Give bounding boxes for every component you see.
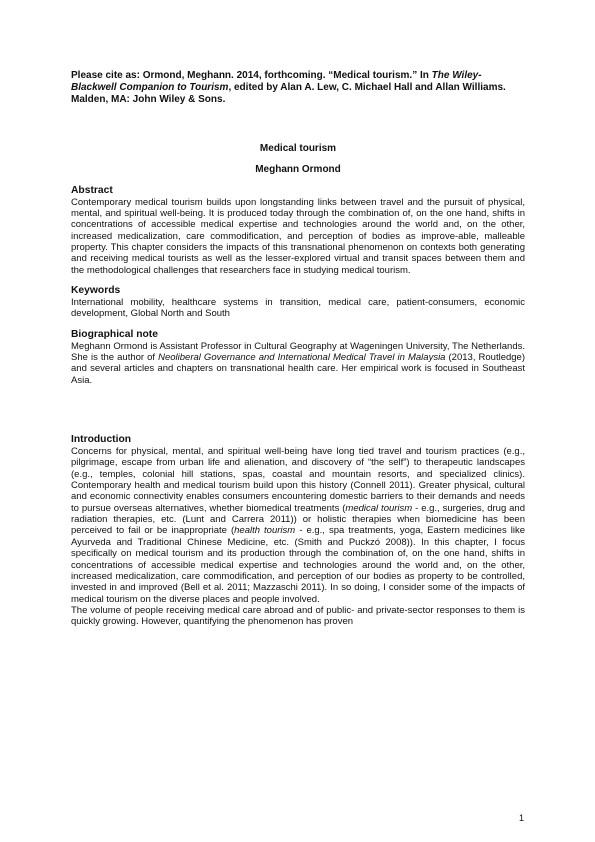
citation-book-title: The Wiley-Blackwell Companion to Tourism <box>71 70 482 94</box>
introduction-paragraph-2: The volume of people receiving medical care abroad and of public- and private-sector responses to them is quickly growing. However, quantifying the phenomenon has proven <box>71 604 525 628</box>
bio-text <box>71 341 525 386</box>
bio-part1: Meghann Ormond is Assistant Professor in Cultural Geography at Wageningen University, The Netherlands. She is the author of <box>71 340 525 364</box>
introduction-heading: Introduction <box>71 434 132 446</box>
bio-heading: Biographical note <box>71 328 158 340</box>
intro-term-health-tourism: health tourism <box>234 525 296 537</box>
abstract-text: Contemporary medical tourism builds upon longstanding links between travel and the pursuit of physical, mental, and spiritual well-being. It is produced today through the combination of, on the one hand, shifts in concentrations of accessible medical expertise and technologies around the world and, on the other, increased medicalization, care commodification, and perception of bodies as improve-able, malleable property. This chapter considers the impacts of this transnational phenomenon on contexts both generating and receiving medical tourists as well as the lesser-explored virtual and transit spaces between them and the methodological challenges that researchers face in studying medical tourism. <box>71 196 525 276</box>
citation-prefix: Please cite as: Ormond, Meghann. 2014, forthcoming. “Medical tourism.” In <box>71 70 432 81</box>
paper-author: Meghann Ormond <box>255 163 341 175</box>
intro-text-c: - e.g., spa treatments, yoga, Eastern medicines like Ayurveda and Traditional Chinese Medicine, etc. (Smith and Puckzó 2008)). In this chapter, I focus specifically on medical tourism and its production through the combination of, on the one hand, shifts in concentrations of accessible medical expertise and technologies around the world and, on the other, increased medicalization, care commodification, and perception of our bodies as property to be controlled, invested in and improved (Bell et al. 2011; Mazzaschi 2011). In so doing, I consider some of the impacts of medical tourism on the diverse places and people involved. <box>71 525 525 605</box>
introduction-paragraph-1 <box>71 446 525 605</box>
intro-term-medical-tourism: medical tourism <box>345 502 413 514</box>
citation-note <box>71 70 525 107</box>
intro-text-a: Concerns for physical, mental, and spiritual well-being have long tied travel and tourism practices (e.g., pilgrimage, escape from urban life and alienation, and discovery of “the self”) to therapeutic landscapes (e.g., temples, colonial hill stations, spas, coastal and mountain resorts, and specialized clinics). Contemporary health and medical tourism build upon this history (Connell 2011). Greater physical, cultural and economic connectivity enables consumers encountering domestic barriers to their demands and needs to pursue overseas alternatives, whether biomedical treatments ( <box>71 446 525 514</box>
citation-suffix: , edited by Alan A. Lew, C. Michael Hall and Allan Williams. Malden, MA: John Wiley & Sons. <box>71 82 506 106</box>
paper-title: Medical tourism <box>259 142 337 154</box>
abstract-heading: Abstract <box>71 184 113 196</box>
page-number: 1 <box>518 813 524 823</box>
keywords-heading: Keywords <box>71 285 121 297</box>
keywords-text: International mobility, healthcare systems in transition, medical care, patient-consumers, economic development, Global North and South <box>71 297 525 320</box>
paper-page <box>71 70 525 628</box>
bio-part2: (2013, Routledge) and several articles and chapters on transnational health care. Her empirical work is focused in Southeast Asia. <box>71 352 525 386</box>
intro-text-b: - e.g., surgeries, drug and radiation therapies, etc. (Lunt and Carrera 2011)) or holistic therapies when biomedicine has been perceived to fail or be inappropriate ( <box>71 502 526 537</box>
bio-book-title: Neoliberal Governance and International Medical Travel in Malaysia <box>158 352 446 364</box>
